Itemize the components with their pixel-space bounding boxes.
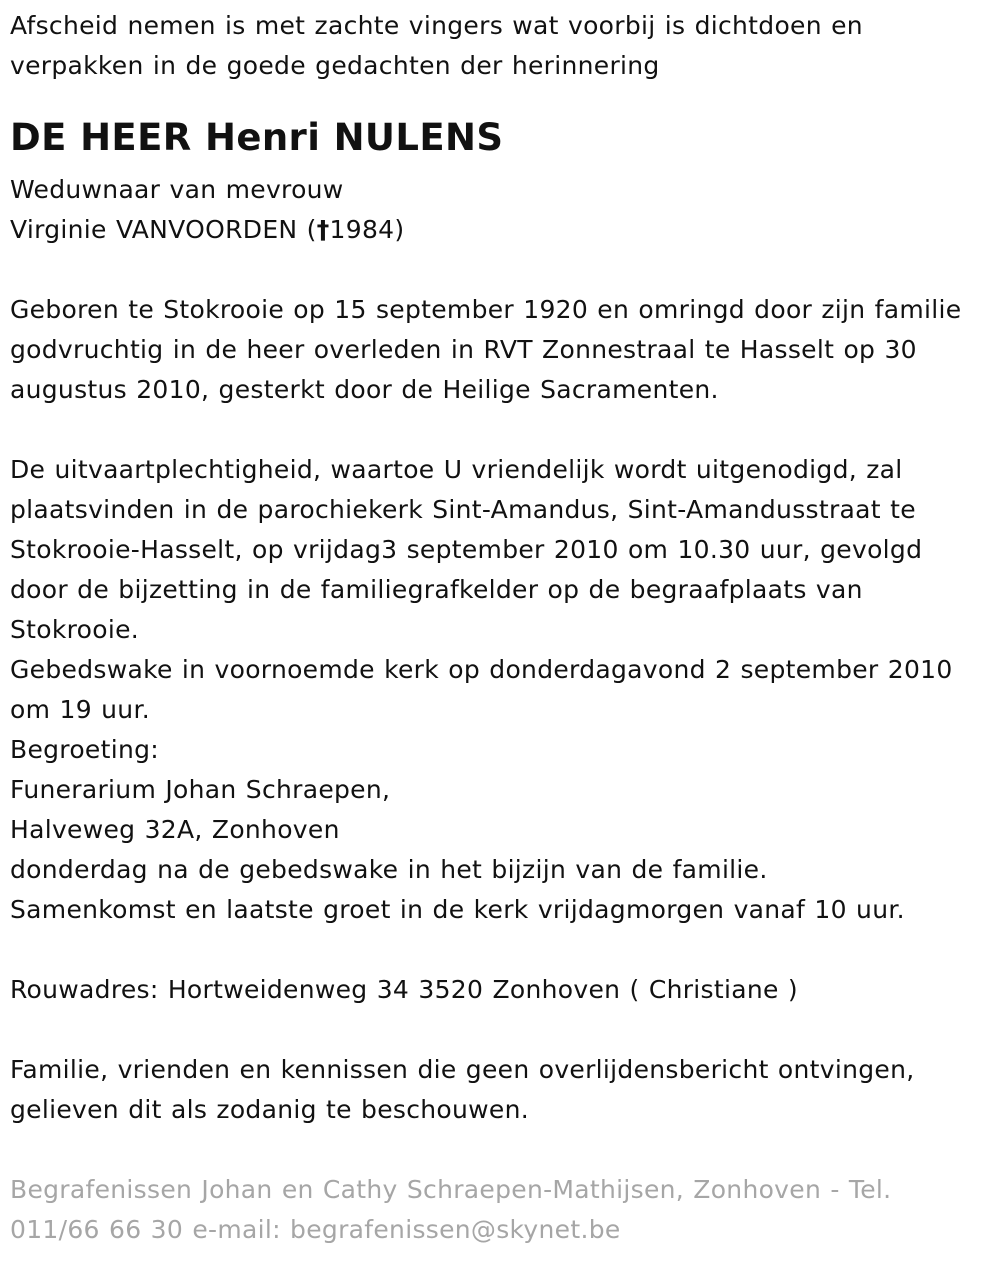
paragraph-line: De uitvaartplechtigheid, waartoe U vriendelijk wordt uitgenodigd, zal	[10, 455, 903, 484]
paragraph-line: Geboren te Stokrooie op 15 september 1920 en omringd door zijn familie	[10, 295, 962, 324]
spacer	[10, 250, 994, 290]
greeting-heading: Begroeting:	[10, 735, 159, 764]
spouse-name: Virginie VANVOORDEN (	[10, 215, 317, 244]
motto-line: Afscheid nemen is met zachte vingers wat voorbij is dichtdoen en	[10, 11, 863, 40]
greeting-time: donderdag na de gebedswake in het bijzijn van de familie.	[10, 855, 768, 884]
spacer	[10, 1010, 994, 1050]
paragraph-line: augustus 2010, gesterkt door de Heilige Sacramenten.	[10, 375, 719, 404]
obituary-notice	[10, 6, 994, 1250]
deceased-title: DE HEER Henri NULENS	[10, 116, 504, 159]
spouse-info	[10, 170, 994, 250]
paragraph-line: godvruchtig in de heer overleden in RVT Zonnestraal te Hasselt op 30	[10, 335, 917, 364]
motto	[10, 6, 994, 86]
spacer	[10, 410, 994, 450]
motto-line: verpakken in de goede gedachten der herinnering	[10, 51, 660, 80]
spacer	[10, 930, 994, 970]
footer-line: Begrafenissen Johan en Cathy Schraepen-Mathijsen, Zonhoven - Tel.	[10, 1175, 892, 1204]
paragraph-line: Familie, vrienden en kennissen die geen overlijdensbericht ontvingen,	[10, 1055, 915, 1084]
funeral-home-footer	[10, 1170, 994, 1250]
prayer-vigil-line: om 19 uur.	[10, 695, 150, 724]
birth-death-paragraph	[10, 290, 994, 410]
funerarium-address: Halveweg 32A, Zonhoven	[10, 815, 340, 844]
paragraph-line: Stokrooie.	[10, 615, 140, 644]
paragraph-line: plaatsvinden in de parochiekerk Sint-Amandus, Sint-Amandusstraat te	[10, 495, 916, 524]
prayer-vigil-line: Gebedswake in voornoemde kerk op donderdagavond 2 september 2010	[10, 655, 953, 684]
spouse-death-year: 1984)	[329, 215, 405, 244]
funeral-paragraph	[10, 450, 994, 930]
spacer	[10, 1130, 994, 1170]
paragraph-line: Stokrooie-Hasselt, op vrijdag3 september 2010 om 10.30 uur, gevolgd	[10, 535, 923, 564]
spouse-line: Weduwnaar van mevrouw	[10, 175, 344, 204]
footer-contact-line: 011/66 66 30 e-mail: begrafenissen@skynet.be	[10, 1215, 621, 1244]
spouse-name-line	[10, 210, 994, 250]
cross-icon: †	[316, 215, 330, 244]
paragraph-line: gelieven dit als zodanig te beschouwen.	[10, 1095, 529, 1124]
funerarium-name: Funerarium Johan Schraepen,	[10, 775, 391, 804]
notice-paragraph	[10, 1050, 994, 1130]
gathering-line: Samenkomst en laatste groet in de kerk vrijdagmorgen vanaf 10 uur.	[10, 895, 905, 924]
mourning-address: Rouwadres: Hortweidenweg 34 3520 Zonhoven ( Christiane )	[10, 975, 798, 1004]
paragraph-line: door de bijzetting in de familiegrafkelder op de begraafplaats van	[10, 575, 863, 604]
